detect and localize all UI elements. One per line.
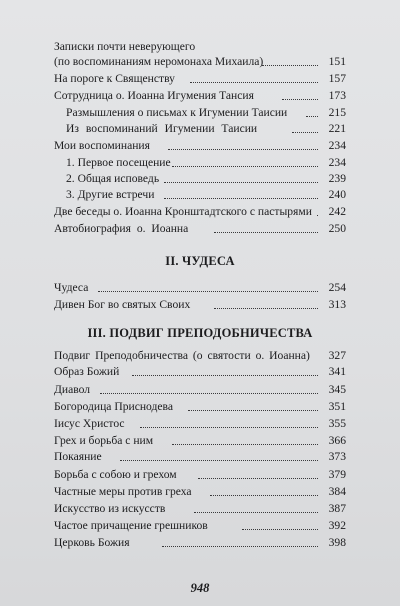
toc-entry-title: Iисус Христос	[54, 417, 125, 430]
toc-entry-page: 151	[328, 55, 346, 68]
toc-entry	[0, 517, 400, 535]
toc-entry-page: 355	[328, 417, 346, 430]
dot-leader	[100, 393, 318, 394]
section-heading-miracles: II. ЧУДЕСА	[165, 254, 235, 268]
toc-entry-title: Частные меры против греха	[54, 485, 192, 498]
toc-entry	[0, 186, 400, 204]
toc-entry-title: Частое причащение грешников	[54, 519, 208, 532]
dot-leader	[164, 182, 318, 183]
dot-leader	[214, 232, 318, 233]
toc-entry	[0, 500, 400, 518]
toc-entry-title: Автобиография о. Иоанна	[54, 222, 189, 235]
toc-entry	[0, 296, 400, 314]
toc-entry-page: 373	[328, 450, 346, 463]
toc-entry	[0, 483, 400, 501]
page-number: 948	[190, 581, 210, 595]
dot-leader	[190, 82, 318, 83]
toc-entry-page: 351	[328, 400, 346, 413]
toc-entry-page: 221	[328, 122, 346, 135]
toc-entry-page: 366	[328, 434, 346, 447]
section-heading-podvig: III. ПОДВИГ ПРЕПОДОБНИЧЕСТВА	[87, 326, 313, 340]
dot-leader	[198, 478, 318, 479]
dot-leader	[282, 99, 318, 100]
dot-leader	[194, 512, 318, 513]
toc-entry-title: (по воспоминаниям неромонаха Михаила)	[54, 55, 264, 68]
toc-entry-page: 345	[328, 383, 346, 396]
toc-entry	[0, 363, 400, 381]
toc-entry-title: Богородица Приснодева	[54, 400, 174, 413]
toc-entry-page: 239	[328, 172, 346, 185]
toc-entry	[0, 70, 400, 88]
toc-entry-title: Подвиг Преподобничества (о святости о. Иоанна)	[54, 349, 310, 362]
toc-entry	[0, 534, 400, 552]
toc-entry-page: 327	[328, 349, 346, 362]
toc-entry-title: Борьба с собою и грехом	[54, 468, 177, 481]
toc-entry-page: 313	[328, 298, 346, 311]
dot-leader	[162, 546, 318, 547]
toc-entry-page: 234	[328, 156, 346, 169]
toc-entry	[0, 381, 400, 399]
dot-leader	[292, 132, 318, 133]
toc-entry-page: 379	[328, 468, 346, 481]
toc-entry-title: Из воспоминаний Игумении Таисии	[66, 122, 258, 135]
toc-entry-title: Покаяние	[54, 450, 102, 463]
toc-entry-title: 3. Другие встречи	[66, 188, 155, 201]
dot-leader	[140, 427, 318, 428]
toc-entry	[0, 279, 400, 297]
toc-entry-title: Мои воспоминания	[54, 139, 150, 152]
toc-entry-page: 398	[328, 536, 346, 549]
toc-entry-page: 234	[328, 139, 346, 152]
toc-entry-page: 240	[328, 188, 346, 201]
dot-leader	[214, 308, 318, 309]
toc-entry-title: Церковь Божия	[54, 536, 130, 549]
toc-entry-page: 384	[328, 485, 346, 498]
toc-entry-title: Сотрудница о. Иоанна Игумения Тансия	[54, 89, 254, 102]
dot-leader	[188, 410, 318, 411]
dot-leader	[132, 375, 318, 376]
toc-entry-page: 242	[328, 205, 346, 218]
toc-entry-title: Диавол	[54, 383, 91, 396]
toc-entry	[0, 220, 400, 238]
toc-entry-title: На пороге к Священству	[54, 72, 175, 85]
dot-leader	[164, 198, 318, 199]
dot-leader	[168, 149, 318, 150]
dot-leader	[306, 116, 318, 117]
dot-leader	[172, 444, 318, 445]
toc-entry	[0, 53, 400, 71]
dot-leader	[317, 215, 318, 216]
toc-entry-title: 1. Первое посещение	[66, 156, 171, 169]
toc-entry	[0, 398, 400, 416]
dot-leader	[262, 65, 318, 66]
toc-entry-page: 387	[328, 502, 346, 515]
dot-leader	[172, 166, 318, 167]
dot-leader	[210, 495, 318, 496]
toc-entry-page: 392	[328, 519, 346, 532]
toc-entry-title: Размышления о письмах к Игумении Таисии	[66, 106, 288, 119]
toc-entry	[0, 466, 400, 484]
toc-entry-page: 157	[328, 72, 346, 85]
toc-entry	[0, 120, 400, 138]
dot-leader	[98, 291, 318, 292]
toc-entry-title: Образ Божий	[54, 365, 120, 378]
dot-leader	[242, 529, 318, 530]
toc-entry-title: Записки почти неверующего	[54, 40, 196, 53]
toc-entry	[0, 137, 400, 155]
toc-entry-page: 254	[328, 281, 346, 294]
toc-entry-title: Грех и борьба с ним	[54, 434, 154, 447]
toc-entry-page: 250	[328, 222, 346, 235]
toc-entry	[0, 415, 400, 433]
toc-entry	[0, 448, 400, 466]
toc-entry-title: Дивен Бог во святых Своих	[54, 298, 191, 311]
toc-entry-title: 2. Общая исповедь	[66, 172, 160, 185]
toc-entry-title: Искусство из искусств	[54, 502, 166, 515]
toc-entry-page: 173	[328, 89, 346, 102]
toc-entry	[0, 203, 400, 221]
toc-entry-page: 341	[328, 365, 346, 378]
dot-leader	[120, 460, 318, 461]
toc-entry	[0, 87, 400, 105]
toc-entry-page: 215	[328, 106, 346, 119]
toc-entry-title: Чудеса	[54, 281, 89, 294]
toc-entry-title: Две беседы о. Иоанна Кронштадтского с пастырями	[54, 205, 312, 218]
